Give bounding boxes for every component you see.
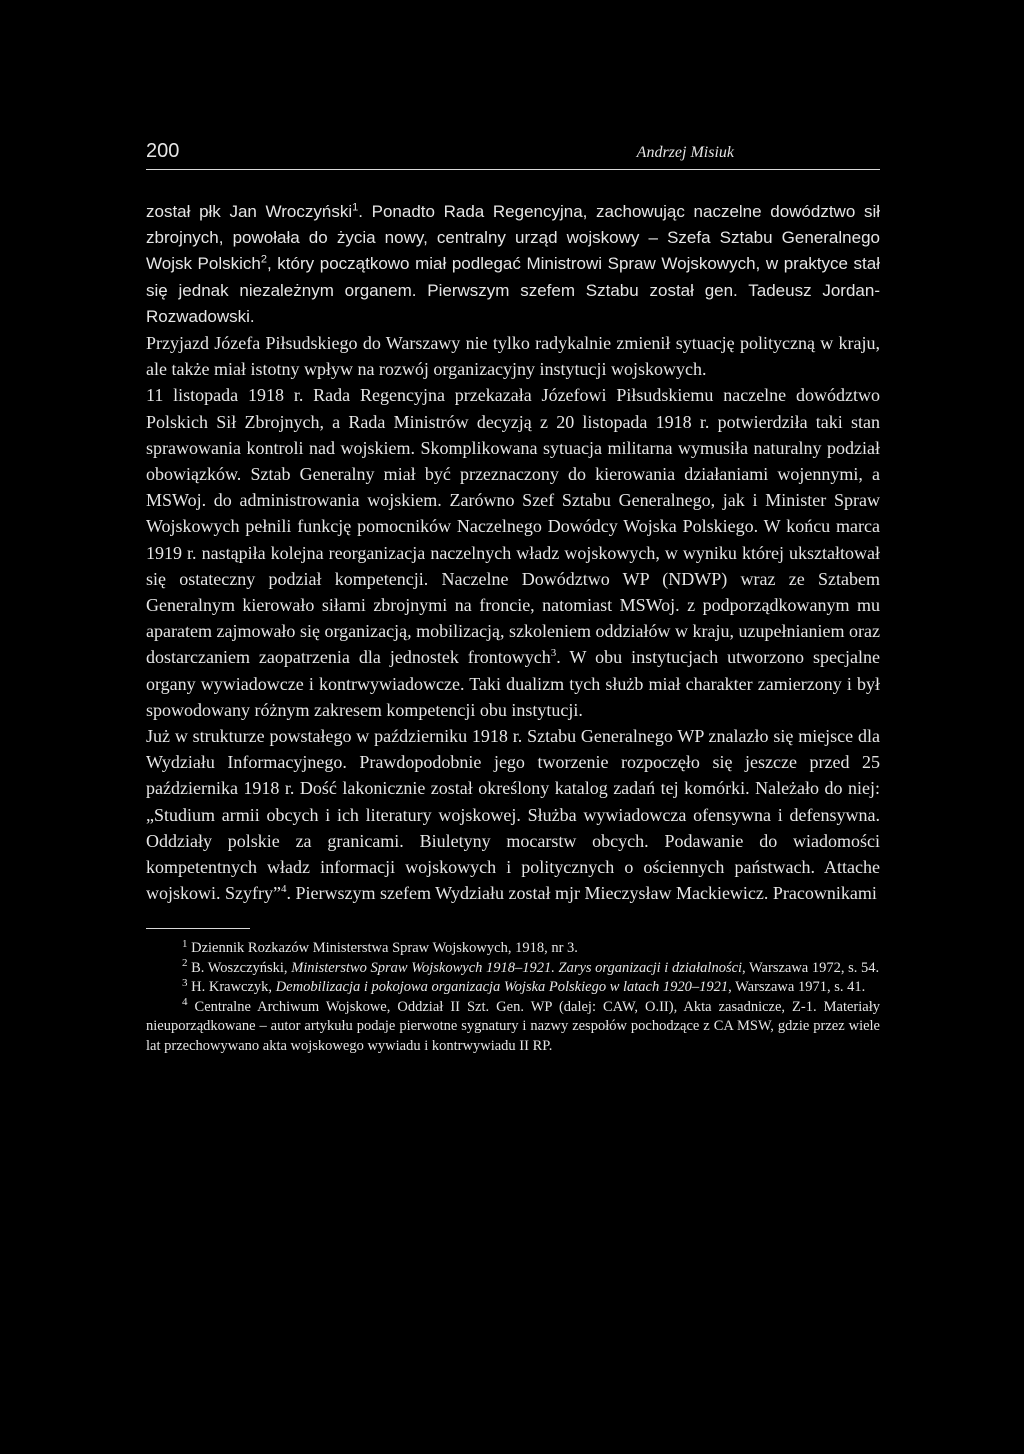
footnote-author: B. Woszczyński, <box>191 959 292 976</box>
footnote-mark: 1 <box>182 937 188 950</box>
paragraph-2: Przyjazd Józefa Piłsudskiego do Warszawy nie tylko radykalnie zmienił sytuację polityczną w kraju, ale także miał istotny wpływ na rozwój organizacyjny instytucji wojskowych. <box>146 333 880 380</box>
p1-text-c: , który początkowo miał podlegać Ministrowi Spraw Wojskowych, w praktyce stał się jednak niezależnym organem. Pierwszym szefem Sztabu został gen. Tadeusz Jordan-Rozwadowski. <box>146 254 880 326</box>
footnote-mark: 2 <box>182 957 188 970</box>
p3-text-b: . W obu instytucjach utworzono specjalne organy wywiadowcze i kontrwywiadowcze. Taki dualizm tych służb miał charakter zamierzony i był spowodowany różnym zakresem kompetencji obu instytucji. <box>146 647 880 720</box>
page-number: 200 <box>146 140 180 162</box>
running-header <box>146 140 880 165</box>
p4-text-b: . Pierwszym szefem Wydziału został mjr Mieczysław Mackiewicz. Pracownikami <box>286 883 877 904</box>
footnotes <box>146 939 880 1056</box>
footnote-2 <box>146 959 880 979</box>
footnote-text: Centralne Archiwum Wojskowe, Oddział II Szt. Gen. WP (dalej: CAW, O.II), Akta zasadnicze, Z-1. Materiały nieuporządkowane – autor artykułu podaje pierwotne sygnatury i nazwy zespołów pochodzące z CA MSW, gdzie przez wiele lat przechowywano akta wojskowego wywiadu i kontrwywiadu II RP. <box>146 998 881 1054</box>
footnote-mark: 4 <box>182 996 188 1009</box>
body-text <box>146 199 880 906</box>
footnote-4 <box>146 998 880 1057</box>
p1-text-b: . Ponadto Rada Regencyjna, zachowując naczelne dowództwo sił zbrojnych, powołała do życia nowy, centralny urząd wojskowy – Szefa Sztabu Generalnego Wojsk Polskich <box>146 202 880 274</box>
p4-text-a: Już w strukturze powstałego w październiku 1918 r. Sztabu Generalnego WP znalazło się miejsce dla Wydziału Informacyjnego. Prawdopodobnie jego tworzenie rozpoczęło się jeszcze przed 25 października 1918 r. Dość lakonicznie został określony katalog zadań tej komórki. Należało do niej: „Studium armii obcych i ich literatury wojskowej. Służba wywiadowcza ofensywna i defensywna. Oddziały polskie za granicami. Biuletyny mocarstw obcych. Podawanie do wiadomości kompetentnych władz informacji wojskowych i politycznych o ościennych państwach. Attache wojskowi. Szyfry” <box>146 726 880 904</box>
footnote-pub: , Warszawa 1972, s. 54. <box>742 959 880 976</box>
footnote-text: Dziennik Rozkazów Ministerstwa Spraw Wojskowych, 1918, nr 3. <box>191 940 578 957</box>
footnote-title: Demobilizacja i pokojowa organizacja Wojska Polskiego w latach 1920–1921 <box>275 979 729 996</box>
p1-text-a: został płk Jan Wroczyński <box>146 202 353 221</box>
p3-text-a: 11 listopada 1918 r. Rada Regencyjna przekazała Józefowi Piłsudskiemu naczelne dowództwo Polskich Sił Zbrojnych, a Rada Ministrów decyzją z 20 listopada 1918 r. potwierdziła taki stan sprawowania kontroli nad wojskiem. Skomplikowana sytuacja militarna wymusiła naturalny podział obowiązków. Sztab Generalny miał być przeznaczony do kierowania działaniami wojennymi, a MSWoj. do administrowania wojskiem. Zarówno Szef Sztabu Generalnego, jak i Minister Spraw Wojskowych pełnili funkcję pomocników Naczelnego Dowódcy Wojska Polskiego. W końcu marca 1919 r. nastąpiła kolejna reorganizacja naczelnych władz wojskowych, w wyniku której ukształtował się ostateczny podział kompetencji. Naczelne Dowództwo WP (NDWP) wraz ze Sztabem Generalnym kierowało siłami zbrojnymi na froncie, natomiast MSWoj. z podporządkowanym mu aparatem zajmowało się organizacją, mobilizacją, szkoleniem oddziałów w kraju, uzupełnianiem oraz dostarczaniem zaopatrzenia dla jednostek frontowych <box>146 385 880 668</box>
footnote-ref-4[interactable]: 4 <box>280 883 287 896</box>
running-head-author: Andrzej Misiuk <box>636 144 734 161</box>
paragraph-3 <box>146 382 880 723</box>
header-rule <box>146 169 880 170</box>
paragraph-1 <box>146 199 880 330</box>
footnote-3 <box>146 978 880 998</box>
page <box>146 140 880 1056</box>
footnote-pub: , Warszawa 1971, s. 41. <box>728 979 866 996</box>
footnote-1 <box>146 939 880 959</box>
footnote-rule <box>146 928 250 929</box>
paragraph-4 <box>146 723 880 906</box>
footnote-mark: 3 <box>182 976 188 989</box>
footnote-author: H. Krawczyk, <box>191 979 276 996</box>
footnote-ref-1[interactable]: 1 <box>352 201 359 214</box>
footnote-title: Ministerstwo Spraw Wojskowych 1918–1921. Zarys organizacji i działalności <box>291 959 743 976</box>
footnote-ref-3[interactable]: 3 <box>550 647 557 660</box>
footnote-ref-2[interactable]: 2 <box>260 253 267 266</box>
